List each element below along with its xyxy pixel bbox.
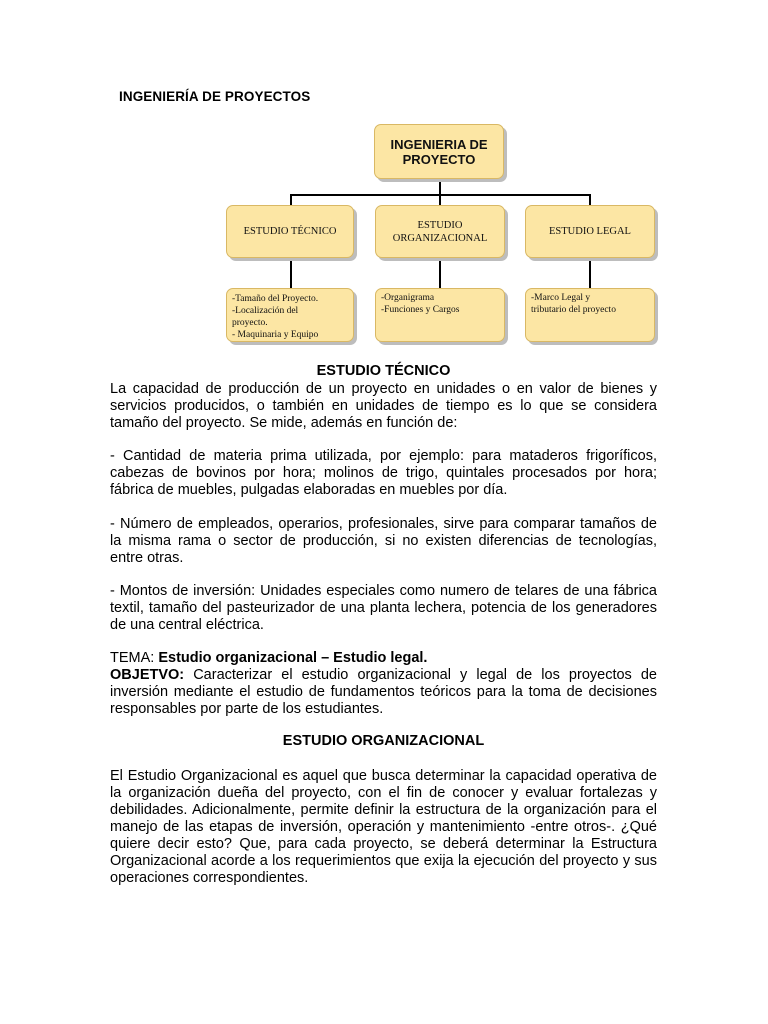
paragraph-organizacional: El Estudio Organizacional es aquel que busca determinar la capacidad operativa de la organización dueña del proyecto, con el fin de conocer y evaluar fortalezas y debilidades. Adicionalmente, permite definir la estructura de la organización para el manejo de las etapas de inversión, operación y mantenimiento -entre otros-. ¿Qué quiere decir esto? Que, para cada proyecto, se deberá determinar la Estructura Organizacional acorde a los requerimientos que exija la ejecución del proyecto y sus operaciones correspondientes. (110, 768, 657, 886)
org-leaf-legal-items: -Marco Legal y tributario del proyecto (525, 288, 655, 342)
org-box-estudio-organizacional: ESTUDIO ORGANIZACIONAL (375, 205, 505, 258)
connector-leaf-1 (290, 258, 292, 288)
connector-branch-2 (439, 194, 441, 205)
connector-branch-3 (589, 194, 591, 205)
objetivo-text: Caracterizar el estudio organizacional y legal de los proyectos de inversión mediante el estudio de fundamentos teóricos para la toma de decisiones responsables por parte de los estudiantes. (110, 667, 657, 717)
document-heading: INGENIERÍA DE PROYECTOS (119, 89, 311, 104)
org-leaf-organizacional-items: -Organigrama -Funciones y Cargos (375, 288, 505, 342)
connector-root-down (439, 179, 441, 195)
connector-leaf-2 (439, 258, 441, 288)
tema-line (110, 650, 657, 667)
connector-branch-1 (290, 194, 292, 205)
org-box-estudio-tecnico: ESTUDIO TÉCNICO (226, 205, 354, 258)
paragraph-tecnico-intro: La capacidad de producción de un proyecto en unidades o en valor de bienes y servicios producidos, o también en unidades de tiempo es lo que se considera tamaño del proyecto. Se mide, además en función de: (110, 381, 657, 431)
section-title-organizacional: ESTUDIO ORGANIZACIONAL (282, 733, 485, 749)
paragraph-inversion: - Montos de inversión: Unidades especiales como numero de telares de una fábrica textil, tamaño del pasteurizador de una planta lechera, potencia de los generadores de una central eléctrica. (110, 583, 657, 633)
org-box-estudio-legal: ESTUDIO LEGAL (525, 205, 655, 258)
paragraph-empleados: - Número de empleados, operarios, profesionales, sirve para comparar tamaños de la misma rama o sector de producción, si no existen diferencias de tecnologías, entre otras. (110, 516, 657, 566)
tema-value: Estudio organizacional – Estudio legal. (158, 650, 428, 666)
org-root-box: INGENIERIA DE PROYECTO (374, 124, 504, 179)
connector-leaf-3 (589, 258, 591, 288)
objetivo-label: OBJETVO: (110, 667, 185, 683)
org-chart (0, 0, 768, 360)
objetivo-paragraph (110, 667, 657, 718)
tema-label: TEMA: (110, 650, 159, 666)
paragraph-materia-prima: - Cantidad de materia prima utilizada, por ejemplo: para mataderos frigoríficos, cabezas de bovinos por hora; molinos de trigo, quintales procesados por hora; fábrica de muebles, pulgadas elaboradas en muebles por día. (110, 448, 657, 498)
section-title-tecnico: ESTUDIO TÉCNICO (316, 363, 451, 379)
org-leaf-tecnico-items: -Tamaño del Proyecto. -Localización del proyecto. - Maquinaria y Equipo (226, 288, 354, 342)
